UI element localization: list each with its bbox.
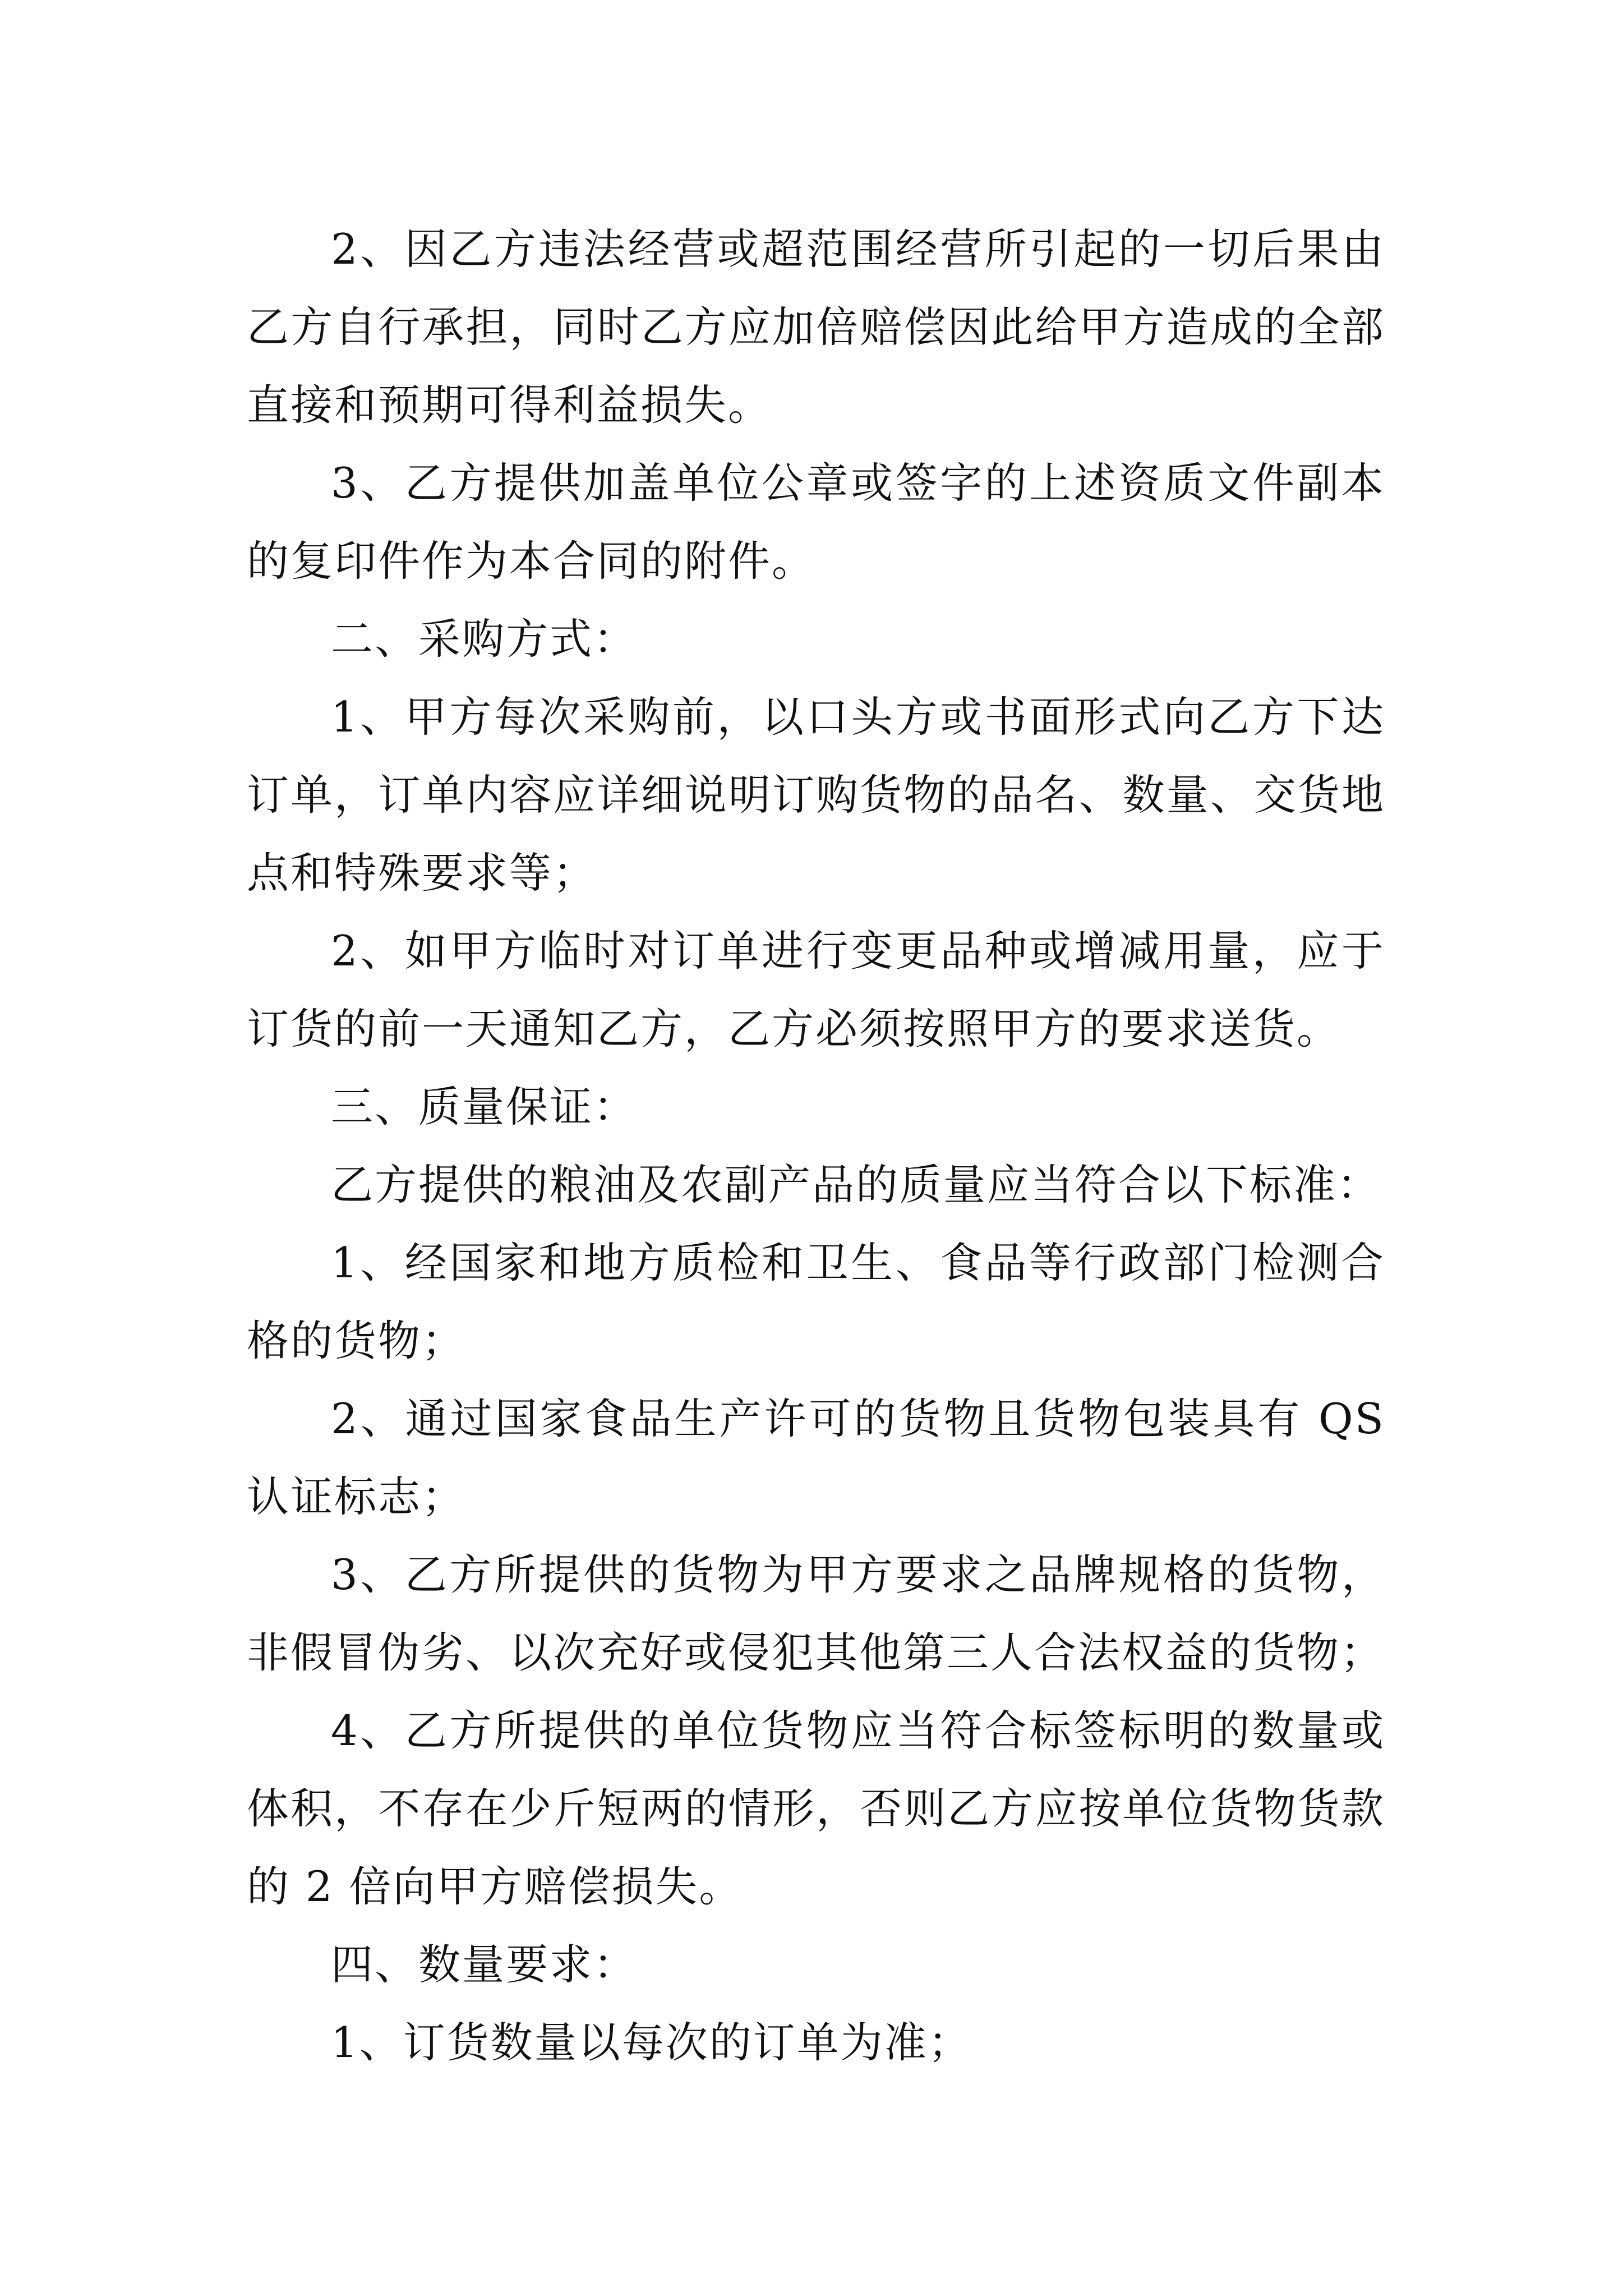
section-intro: 乙方提供的粮油及农副产品的质量应当符合以下标准： (331, 1160, 1381, 1209)
section-heading: 二、采购方式： (331, 614, 638, 664)
document-body (247, 210, 1385, 2082)
clause-paragraph: 1、甲方每次采购前，以口头方或书面形式向乙方下达订单，订单内容应详细说明订购货物的品名、数量、交货地点和特殊要求等； (247, 692, 1385, 898)
section-heading: 四、数量要求： (331, 1940, 638, 1989)
clause-paragraph: 1、经国家和地方质检和卫生、食品等行政部门检测合格的货物； (247, 1238, 1385, 1365)
clause-paragraph: 1、订货数量以每次的订单为准； (331, 2018, 972, 2067)
clause-paragraph: 3、乙方所提供的货物为甲方要求之品牌规格的货物，非假冒伪劣、以次充好或侵犯其他第三人合法权益的货物； (247, 1550, 1385, 1677)
clause-paragraph: 2、通过国家食品生产许可的货物且货物包装具有 QS 认证标志； (247, 1394, 1385, 1521)
clause-paragraph: 2、如甲方临时对订单进行变更品种或增减用量，应于订货的前一天通知乙方，乙方必须按照甲方的要求送货。 (247, 926, 1385, 1053)
clause-paragraph: 2、因乙方违法经营或超范围经营所引起的一切后果由乙方自行承担，同时乙方应加倍赔偿因此给甲方造成的全部直接和预期可得利益损失。 (247, 224, 1385, 430)
section-heading: 三、质量保证： (331, 1082, 638, 1131)
clause-paragraph: 3、乙方提供加盖单位公章或签字的上述资质文件副本的复印件作为本合同的附件。 (247, 458, 1385, 586)
clause-paragraph: 4、乙方所提供的单位货物应当符合标签标明的数量或体积，不存在少斤短两的情形，否则乙方应按单位货物货款的 2 倍向甲方赔偿损失。 (247, 1706, 1385, 1911)
